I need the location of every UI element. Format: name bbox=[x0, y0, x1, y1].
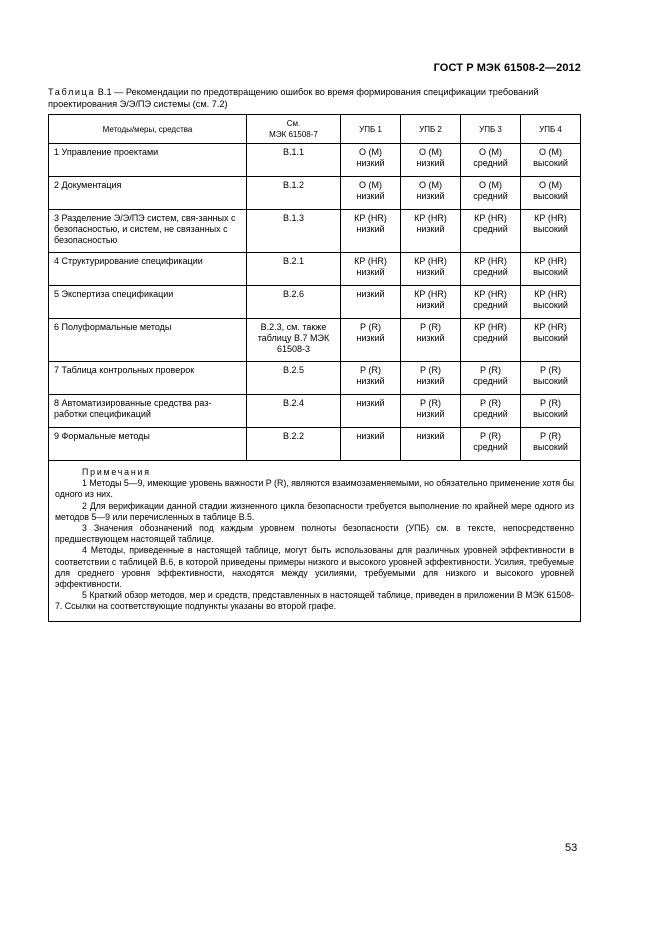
recommendations-table bbox=[48, 114, 581, 622]
recommendation: О (М) bbox=[359, 147, 382, 157]
effectiveness: высокий bbox=[533, 224, 568, 234]
header-sil4: УПБ 4 bbox=[521, 115, 581, 144]
sil2-cell bbox=[401, 319, 461, 362]
effectiveness: низкий bbox=[416, 191, 445, 201]
effectiveness: низкий bbox=[356, 224, 385, 234]
method-cell: 7 Таблица контрольных проверок bbox=[49, 362, 247, 395]
effectiveness: низкий bbox=[416, 267, 445, 277]
table-row bbox=[49, 362, 581, 395]
notes-row bbox=[49, 461, 581, 622]
table-row bbox=[49, 286, 581, 319]
table-header-row bbox=[49, 115, 581, 144]
note-3: 3 Значения обозначений под каждым уровнем полноты безопасности (УПБ) см. в тексте, непосредственно предшествующем настоящей таблице. bbox=[55, 523, 574, 545]
method-cell: 4 Структурирование спецификации bbox=[49, 253, 247, 286]
effectiveness: низкий bbox=[416, 158, 445, 168]
sil1-cell bbox=[341, 362, 401, 395]
effectiveness: низкий bbox=[416, 300, 445, 310]
recommendation: Р (R) bbox=[540, 431, 561, 441]
effectiveness: низкий bbox=[416, 224, 445, 234]
effectiveness: низкий bbox=[416, 409, 445, 419]
sil2-cell bbox=[401, 362, 461, 395]
recommendation: КР (HR) bbox=[354, 256, 387, 266]
recommendation: О (М) bbox=[419, 147, 442, 157]
effectiveness: средний bbox=[473, 191, 508, 201]
recommendation: низкий bbox=[416, 431, 445, 441]
sil1-cell bbox=[341, 395, 401, 428]
recommendation: КР (HR) bbox=[414, 213, 447, 223]
recommendation: О (М) bbox=[539, 147, 562, 157]
effectiveness: средний bbox=[473, 409, 508, 419]
sil1-cell bbox=[341, 428, 401, 461]
sil4-cell bbox=[521, 210, 581, 253]
recommendation: О (М) bbox=[359, 180, 382, 190]
header-sil3: УПБ 3 bbox=[461, 115, 521, 144]
recommendation: Р (R) bbox=[480, 365, 501, 375]
reference-cell: B.2.6 bbox=[247, 286, 341, 319]
recommendation: КР (HR) bbox=[474, 213, 507, 223]
recommendation: КР (HR) bbox=[534, 256, 567, 266]
sil1-cell bbox=[341, 177, 401, 210]
recommendation: О (М) bbox=[539, 180, 562, 190]
sil3-cell bbox=[461, 428, 521, 461]
sil4-cell bbox=[521, 253, 581, 286]
table-row bbox=[49, 144, 581, 177]
recommendation: КР (HR) bbox=[354, 213, 387, 223]
recommendation: Р (R) bbox=[480, 398, 501, 408]
effectiveness: средний bbox=[473, 333, 508, 343]
sil4-cell bbox=[521, 319, 581, 362]
effectiveness: высокий bbox=[533, 409, 568, 419]
header-methods: Методы/меры, средства bbox=[49, 115, 247, 144]
page-number: 53 bbox=[565, 842, 578, 854]
effectiveness: средний bbox=[473, 224, 508, 234]
sil2-cell bbox=[401, 144, 461, 177]
recommendation: О (М) bbox=[479, 180, 502, 190]
sil3-cell bbox=[461, 319, 521, 362]
table-caption bbox=[48, 86, 586, 110]
sil1-cell bbox=[341, 286, 401, 319]
table-row bbox=[49, 319, 581, 362]
header-reference-line2: МЭК 61508-7 bbox=[269, 130, 318, 139]
recommendation: Р (R) bbox=[540, 398, 561, 408]
header-reference bbox=[247, 115, 341, 144]
reference-cell: B.2.2 bbox=[247, 428, 341, 461]
method-cell: 2 Документация bbox=[49, 177, 247, 210]
header-sil1: УПБ 1 bbox=[341, 115, 401, 144]
recommendation: КР (HR) bbox=[414, 256, 447, 266]
method-cell: 1 Управление проектами bbox=[49, 144, 247, 177]
method-cell: 3 Разделение Э/Э/ПЭ систем, свя-занных с безопасностью, и систем, не связанных с безопасностью bbox=[49, 210, 247, 253]
reference-cell: B.2.1 bbox=[247, 253, 341, 286]
recommendation: КР (HR) bbox=[474, 289, 507, 299]
sil2-cell bbox=[401, 253, 461, 286]
table-row bbox=[49, 253, 581, 286]
effectiveness: высокий bbox=[533, 376, 568, 386]
recommendation: Р (R) bbox=[360, 322, 381, 332]
method-cell: 6 Полуформальные методы bbox=[49, 319, 247, 362]
recommendation: КР (HR) bbox=[474, 256, 507, 266]
sil4-cell bbox=[521, 362, 581, 395]
effectiveness: высокий bbox=[533, 300, 568, 310]
sil1-cell bbox=[341, 253, 401, 286]
recommendation: низкий bbox=[356, 431, 385, 441]
method-cell: 9 Формальные методы bbox=[49, 428, 247, 461]
caption-label: Таблица bbox=[48, 87, 96, 97]
sil1-cell bbox=[341, 319, 401, 362]
sil4-cell bbox=[521, 395, 581, 428]
effectiveness: средний bbox=[473, 442, 508, 452]
reference-cell: B.2.3, см. также таблицу B.7 МЭК 61508-3 bbox=[247, 319, 341, 362]
sil4-cell bbox=[521, 286, 581, 319]
method-cell: 8 Автоматизированные средства раз-работки спецификаций bbox=[49, 395, 247, 428]
header-sil2: УПБ 2 bbox=[401, 115, 461, 144]
sil2-cell bbox=[401, 210, 461, 253]
sil3-cell bbox=[461, 253, 521, 286]
sil3-cell bbox=[461, 210, 521, 253]
notes-title: Примечания bbox=[82, 467, 151, 477]
method-cell: 5 Экспертиза спецификации bbox=[49, 286, 247, 319]
sil1-cell bbox=[341, 144, 401, 177]
effectiveness: низкий bbox=[356, 333, 385, 343]
recommendation: Р (R) bbox=[360, 365, 381, 375]
effectiveness: высокий bbox=[533, 442, 568, 452]
table-row bbox=[49, 428, 581, 461]
effectiveness: средний bbox=[473, 158, 508, 168]
recommendation: КР (HR) bbox=[474, 322, 507, 332]
recommendation: низкий bbox=[356, 289, 385, 299]
reference-cell: B.2.5 bbox=[247, 362, 341, 395]
effectiveness: высокий bbox=[533, 333, 568, 343]
reference-cell: B.1.3 bbox=[247, 210, 341, 253]
sil4-cell bbox=[521, 428, 581, 461]
caption-text: — Рекомендации по предотвращению ошибок во время формирования спецификации требований проектирования Э/Э/ПЭ системы (см. 7.2) bbox=[48, 87, 539, 109]
recommendation: Р (R) bbox=[540, 365, 561, 375]
recommendation: О (М) bbox=[419, 180, 442, 190]
sil4-cell bbox=[521, 144, 581, 177]
note-2: 2 Для верификации данной стадии жизненного цикла безопасности требуется выполнение по крайней мере одного из методов 5—9 или перечисленных в таблице B.5. bbox=[55, 500, 574, 522]
document-id-header: ГОСТ Р МЭК 61508-2—2012 bbox=[433, 62, 581, 74]
sil2-cell bbox=[401, 286, 461, 319]
recommendation: Р (R) bbox=[480, 431, 501, 441]
effectiveness: средний bbox=[473, 376, 508, 386]
sil2-cell bbox=[401, 177, 461, 210]
recommendation: Р (R) bbox=[420, 322, 441, 332]
effectiveness: высокий bbox=[533, 267, 568, 277]
table-row bbox=[49, 395, 581, 428]
sil3-cell bbox=[461, 286, 521, 319]
sil3-cell bbox=[461, 144, 521, 177]
sil2-cell bbox=[401, 395, 461, 428]
effectiveness: низкий bbox=[416, 376, 445, 386]
effectiveness: средний bbox=[473, 267, 508, 277]
recommendation: Р (R) bbox=[420, 365, 441, 375]
recommendation: КР (HR) bbox=[534, 213, 567, 223]
reference-cell: B.2.4 bbox=[247, 395, 341, 428]
effectiveness: высокий bbox=[533, 191, 568, 201]
effectiveness: средний bbox=[473, 300, 508, 310]
effectiveness: высокий bbox=[533, 158, 568, 168]
sil3-cell bbox=[461, 395, 521, 428]
effectiveness: низкий bbox=[356, 267, 385, 277]
table-row bbox=[49, 210, 581, 253]
recommendation: КР (HR) bbox=[534, 322, 567, 332]
sil4-cell bbox=[521, 177, 581, 210]
effectiveness: низкий bbox=[416, 333, 445, 343]
reference-cell: B.1.1 bbox=[247, 144, 341, 177]
recommendation: О (М) bbox=[479, 147, 502, 157]
header-reference-line1: См. bbox=[286, 119, 301, 128]
note-4: 4 Методы, приведенные в настоящей таблице, могут быть использованы для различных уровней эффективности в соответствии с таблицей B.6, в которой приведены примеры низкого и высокого уровней эффективности. Усилия, требуемые для среднего уровня эффективности, находятся между усилиями, требуемыми для низкого и высокого уровней эффективности. bbox=[55, 545, 574, 590]
notes-cell bbox=[49, 461, 581, 622]
sil1-cell bbox=[341, 210, 401, 253]
table-row bbox=[49, 177, 581, 210]
recommendation: Р (R) bbox=[420, 398, 441, 408]
sil3-cell bbox=[461, 362, 521, 395]
effectiveness: низкий bbox=[356, 158, 385, 168]
recommendation: КР (HR) bbox=[414, 289, 447, 299]
sil2-cell bbox=[401, 428, 461, 461]
sil3-cell bbox=[461, 177, 521, 210]
recommendation: КР (HR) bbox=[534, 289, 567, 299]
caption-number: B.1 bbox=[95, 87, 112, 97]
recommendation: низкий bbox=[356, 398, 385, 408]
reference-cell: B.1.2 bbox=[247, 177, 341, 210]
effectiveness: низкий bbox=[356, 376, 385, 386]
note-5: 5 Краткий обзор методов, мер и средств, представленных в настоящей таблице, приведен в приложении B МЭК 61508-7. Ссылки на соответствующие подпункты указаны во второй графе. bbox=[55, 590, 574, 612]
effectiveness: низкий bbox=[356, 191, 385, 201]
note-1: 1 Методы 5—9, имеющие уровень важности Р (R), являются взаимозаменяемыми, но обязательно применение хотя бы одного из них. bbox=[55, 478, 574, 500]
